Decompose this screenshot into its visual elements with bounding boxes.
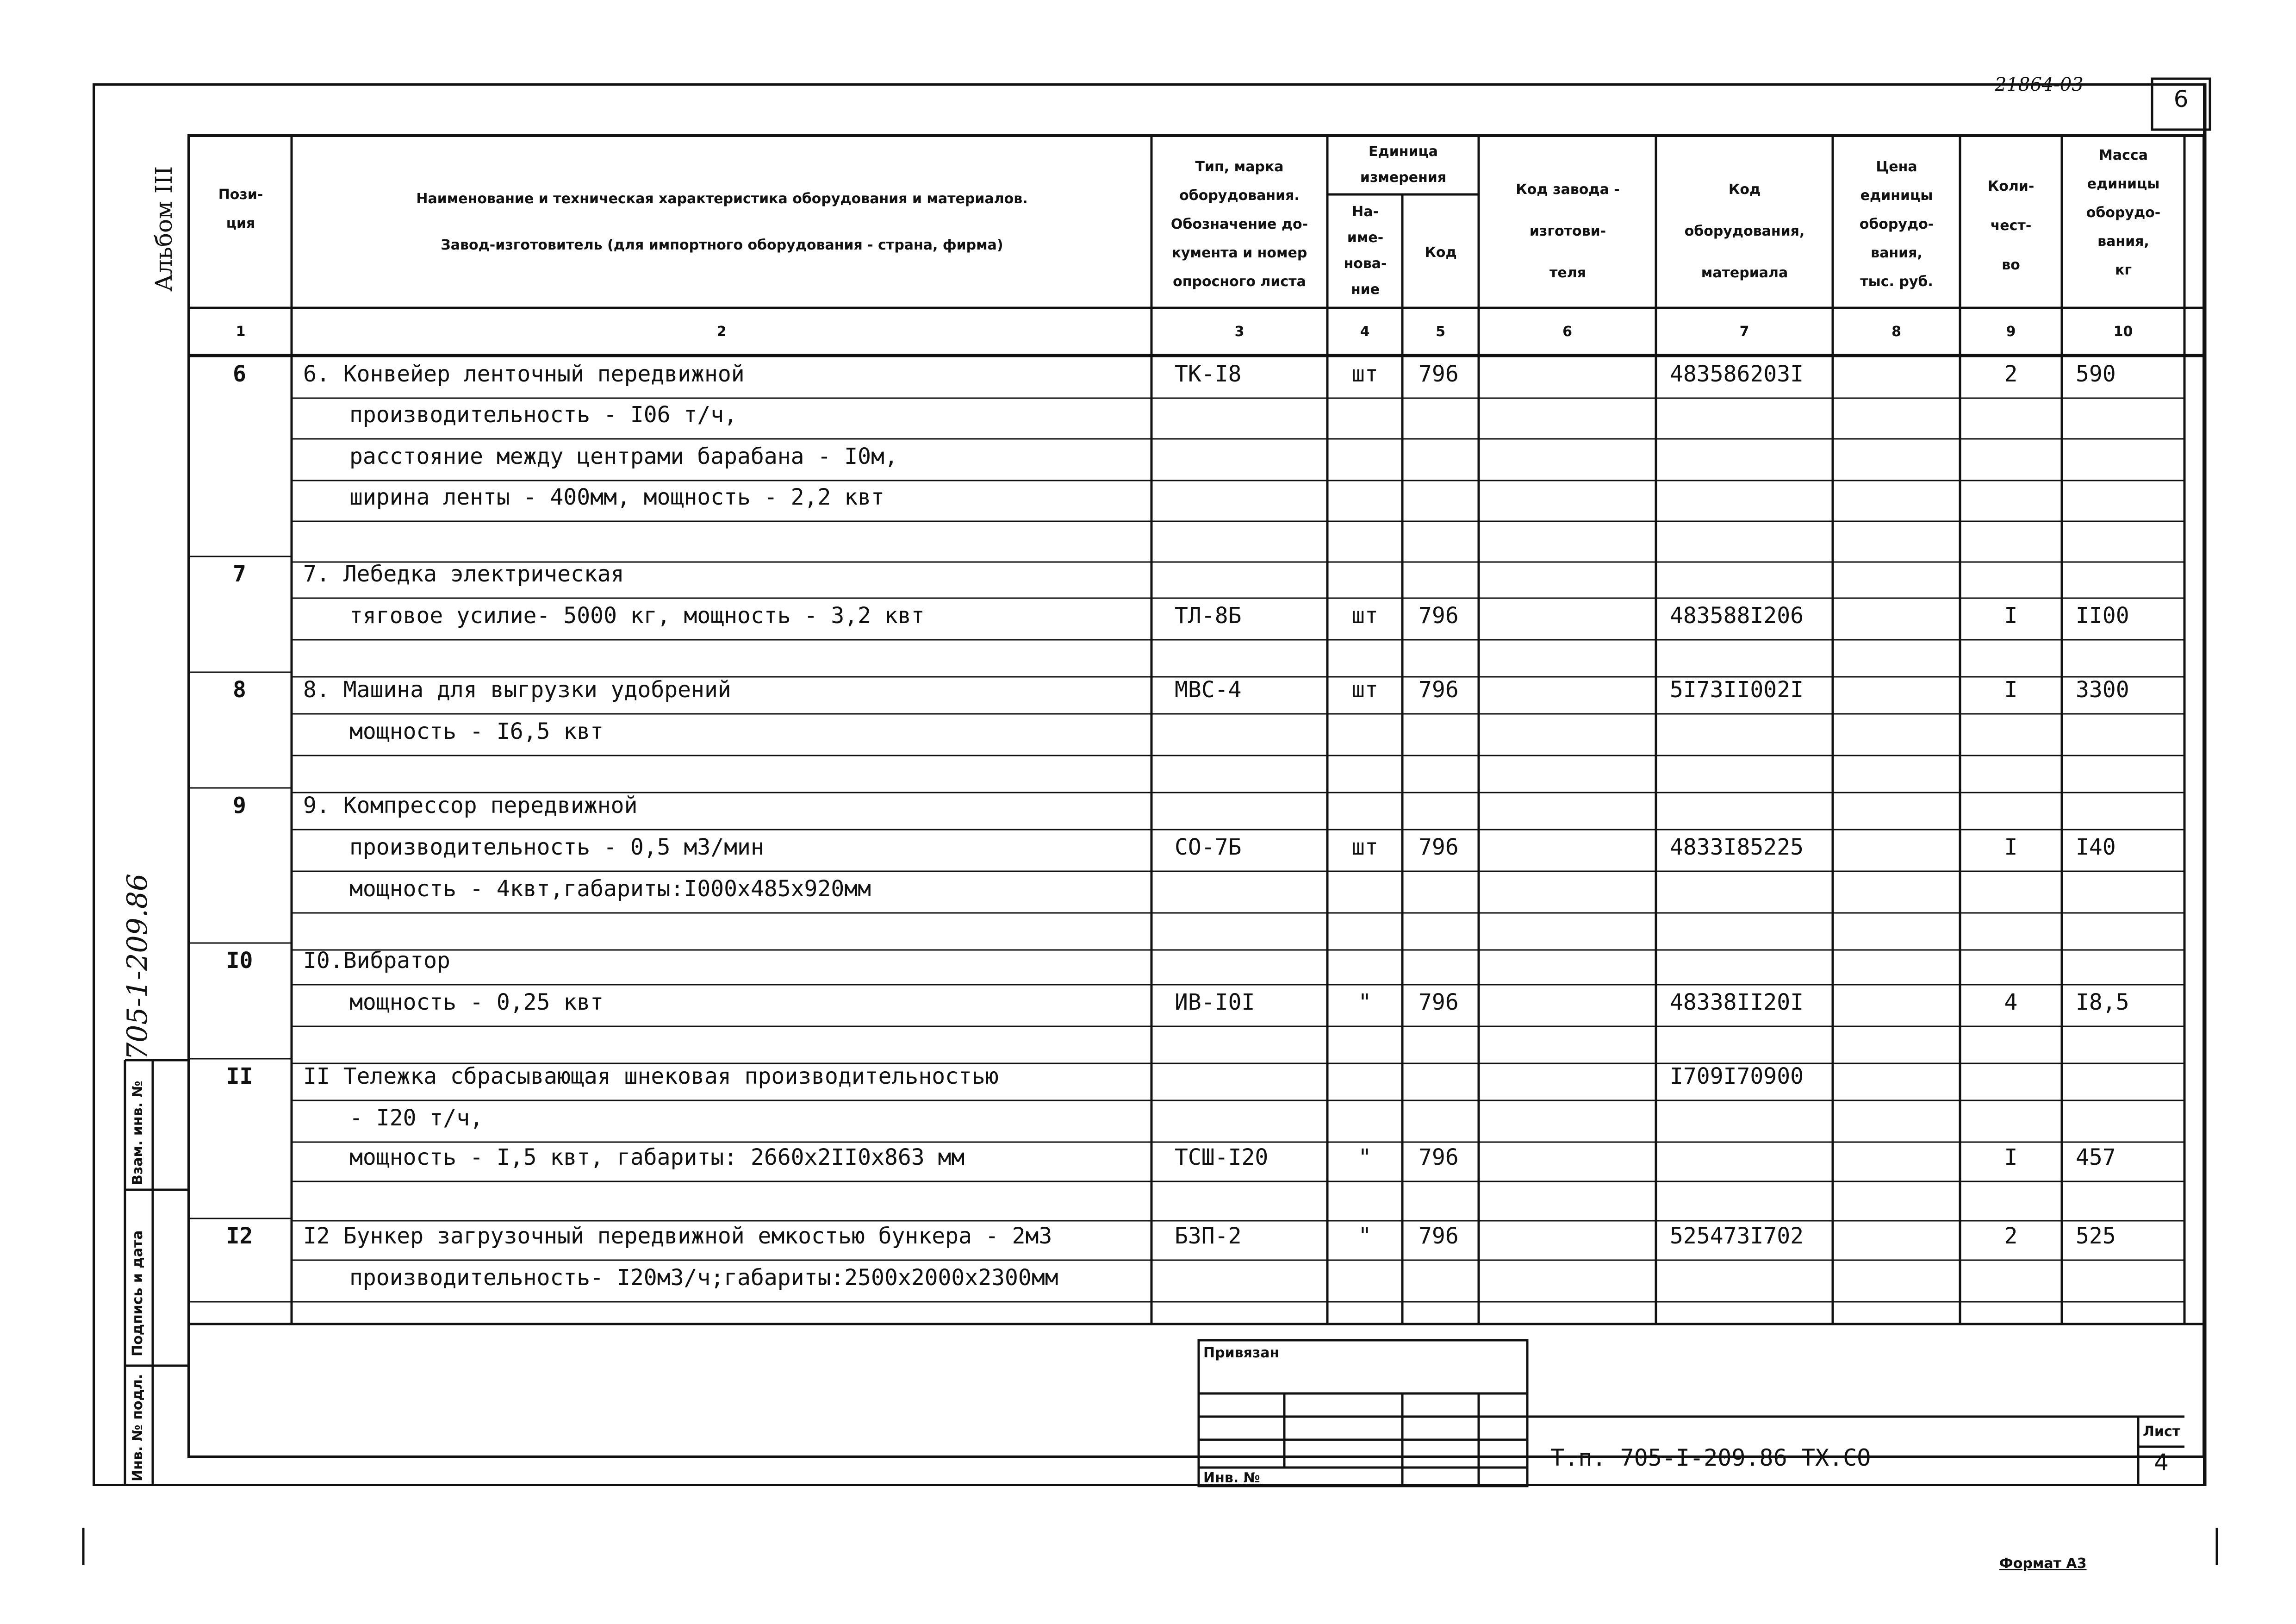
row-name: производительность- I20м3/ч;габариты:2500x2000x2300мм (349, 1265, 1058, 1291)
row-qty: I (2004, 834, 2018, 860)
row-mass: 525 (2076, 1223, 2116, 1249)
stamp-label-signature: Подпись и дата (130, 1230, 146, 1356)
row-name: 7. Лебедка электрическая (303, 561, 624, 587)
stamp-inv-label: Инв. № (1203, 1470, 1260, 1486)
row-pos: I0 (226, 948, 253, 974)
row-name: 9. Компрессор передвижной (303, 793, 638, 818)
row-type: ТЛ-8Б (1175, 603, 1242, 629)
row-qty: I (2004, 1144, 2018, 1170)
row-type: ИВ-I0I (1175, 989, 1255, 1015)
row-unit: шт (1351, 361, 1378, 387)
row-code: 796 (1419, 677, 1459, 703)
row-code: 796 (1419, 834, 1459, 860)
header-col8-line: тыс. руб. (1860, 274, 1933, 290)
row-code: 796 (1419, 603, 1459, 629)
header-col10-line: кг (2115, 262, 2132, 278)
row-type: МВС-4 (1175, 677, 1242, 703)
row-qty: 4 (2004, 989, 2018, 1015)
header-col10-line: оборудо- (2086, 205, 2161, 221)
col-number-7: 7 (1739, 324, 1749, 340)
header-col10-line: единицы (2087, 176, 2160, 192)
header-col8-line: Цена (1876, 159, 1917, 175)
row-code: 796 (1419, 989, 1459, 1015)
row-pos: 6 (233, 361, 246, 387)
row-mass: II00 (2076, 603, 2129, 629)
header-col4-line: ние (1350, 281, 1380, 298)
row-qty: I (2004, 603, 2018, 629)
col-number-6: 6 (1562, 324, 1572, 340)
row-equip-code: 4833I85225 (1670, 834, 1804, 860)
row-equip-code: 525473I702 (1670, 1223, 1804, 1249)
row-name: мощность - I6,5 квт (349, 718, 604, 744)
col-number-4: 4 (1360, 324, 1370, 340)
header-col9-line: чест- (1990, 218, 2032, 234)
row-qty: 2 (2004, 361, 2018, 387)
header-col10-line: Масса (2099, 147, 2148, 163)
row-name: ширина ленты - 400мм, мощность - 2,2 квт (349, 484, 884, 510)
stamp-label-inventory: Инв. № подл. (130, 1374, 146, 1481)
row-pos: 7 (233, 561, 246, 587)
row-name: тяговое усилие- 5000 кг, мощность - 3,2 квт (349, 603, 925, 629)
row-unit: " (1358, 1144, 1372, 1170)
col-number-2: 2 (716, 324, 727, 340)
stamp-linked-label: Привязан (1203, 1345, 1280, 1361)
row-equip-code: 483586203I (1670, 361, 1804, 387)
header-col2-line: Наименование и техническая характеристика оборудования и материалов. (416, 191, 1028, 207)
header-col1-line: ция (226, 215, 255, 231)
row-mass: 3300 (2076, 677, 2129, 703)
row-name: производительность - I06 т/ч, (349, 402, 738, 428)
header-col7-line: материала (1701, 265, 1788, 281)
row-pos: I2 (226, 1223, 253, 1249)
stamp-label-replacement: Взам. инв. № (130, 1081, 146, 1185)
row-name: II Тележка сбрасывающая шнековая производительностью (303, 1063, 999, 1089)
row-unit: " (1358, 1223, 1372, 1249)
sheet-label: Лист (2143, 1424, 2181, 1440)
row-mass: 590 (2076, 361, 2116, 387)
document-designation: Т.п. 705-I-209.86 ТХ.СО (1550, 1444, 1871, 1471)
header-unit-line: Единица (1369, 144, 1438, 160)
row-name: производительность - 0,5 м3/мин (349, 834, 764, 860)
row-name: 8. Машина для выгрузки удобрений (303, 677, 731, 703)
header-col3-line: кумента и номер (1171, 245, 1307, 261)
row-unit: шт (1351, 603, 1378, 629)
row-code: 796 (1419, 361, 1459, 387)
header-col3-line: Тип, марка (1195, 159, 1284, 175)
row-equip-code: 5I73II002I (1670, 677, 1804, 703)
header-col3-line: Обозначение до- (1170, 216, 1308, 232)
col-number-5: 5 (1436, 324, 1445, 340)
header-col4-line: име- (1347, 230, 1384, 246)
header-col8-line: вания, (1871, 245, 1923, 261)
header-col7-line: оборудования, (1684, 223, 1805, 239)
archive-code: 21864-03 (1995, 74, 2084, 95)
header-col5-line: Код (1425, 244, 1457, 261)
header-col8-line: оборудо- (1859, 216, 1934, 232)
header-col6-line: Код завода - (1516, 181, 1620, 198)
paper-format: Формат А3 (1999, 1555, 2087, 1572)
header-col6-line: изготови- (1529, 223, 1606, 239)
row-name: - I20 т/ч, (349, 1105, 483, 1131)
row-qty: I (2004, 677, 2018, 703)
col-number-9: 9 (2006, 324, 2016, 340)
header-col3-line: оборудования. (1179, 187, 1300, 204)
row-name: 6. Конвейер ленточный передвижной (303, 361, 745, 387)
row-unit: шт (1351, 677, 1378, 703)
header-col4-line: На- (1352, 204, 1379, 220)
header-unit-line: измерения (1360, 169, 1447, 186)
header-col9-line: Коли- (1987, 178, 2035, 194)
row-code: 796 (1419, 1223, 1459, 1249)
album-label: Альбом III (150, 166, 177, 292)
row-equip-code: I709I70900 (1670, 1063, 1804, 1089)
header-col9-line: во (2002, 257, 2020, 273)
side-doc-number: 705-1-209.86 (121, 873, 154, 1060)
row-mass: 457 (2076, 1144, 2116, 1170)
row-name: мощность - 0,25 квт (349, 989, 604, 1015)
header-col6-line: теля (1549, 265, 1586, 281)
col-number-8: 8 (1892, 324, 1901, 340)
sheet-number: 4 (2154, 1449, 2169, 1476)
page-number: 6 (2173, 86, 2189, 112)
row-code: 796 (1419, 1144, 1459, 1170)
row-type: БЗП-2 (1175, 1223, 1242, 1249)
row-mass: I40 (2076, 834, 2116, 860)
header-col2-line: Завод-изготовитель (для импортного оборудования - страна, фирма) (441, 237, 1003, 253)
row-equip-code: 483588I206 (1670, 603, 1804, 629)
row-type: ТСШ-I20 (1175, 1144, 1269, 1170)
row-mass: I8,5 (2076, 989, 2129, 1015)
header-col7-line: Код (1728, 181, 1761, 198)
header-col3-line: опросного листа (1173, 274, 1306, 290)
row-pos: 9 (233, 793, 246, 818)
header-col8-line: единицы (1860, 187, 1933, 204)
header-col1-line: Пози- (218, 187, 263, 203)
row-unit: шт (1351, 834, 1378, 860)
row-name: расстояние между центрами барабана - I0м, (349, 443, 898, 469)
row-name: I2 Бункер загрузочный передвижной емкостью бункера - 2м3 (303, 1223, 1052, 1249)
header-col10-line: вания, (2097, 233, 2149, 250)
row-name: I0.Вибратор (303, 948, 450, 974)
row-name: мощность - I,5 квт, габариты: 2660x2II0x863 мм (349, 1144, 965, 1170)
row-equip-code: 48338II20I (1670, 989, 1804, 1015)
row-name: мощность - 4квт,габариты:I000x485x920мм (349, 876, 871, 902)
col-number-3: 3 (1234, 324, 1244, 340)
row-pos: II (226, 1063, 253, 1089)
row-pos: 8 (233, 677, 246, 703)
col-number-1: 1 (236, 324, 246, 340)
row-type: СО-7Б (1175, 834, 1242, 860)
header-col4-line: нова- (1344, 256, 1387, 272)
row-qty: 2 (2004, 1223, 2018, 1249)
row-type: ТК-I8 (1175, 361, 1242, 387)
row-unit: " (1358, 989, 1372, 1015)
col-number-10: 10 (2113, 324, 2133, 340)
